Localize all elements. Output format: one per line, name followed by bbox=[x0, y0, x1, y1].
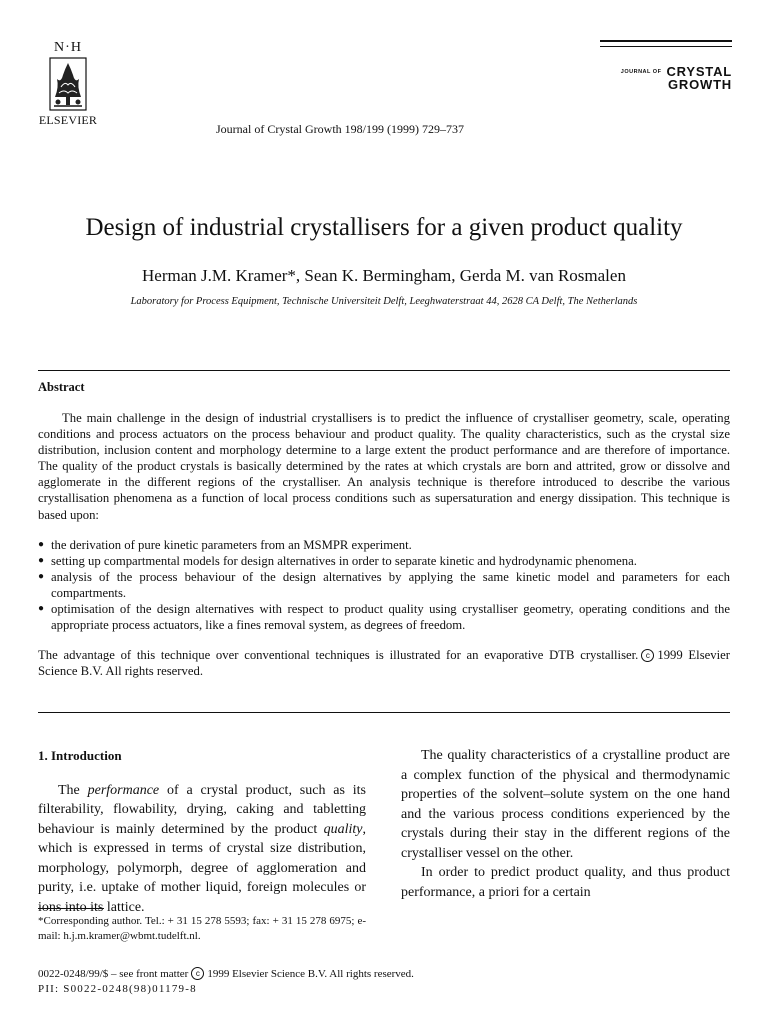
publisher-name: ELSEVIER bbox=[38, 113, 98, 127]
intro-text: The bbox=[58, 782, 88, 798]
footnote-rule bbox=[38, 908, 104, 909]
journal-logo-growth: GROWTH bbox=[667, 77, 732, 92]
corresponding-author-footnote: *Corresponding author. Tel.: + 31 15 278 5593; fax: + 31 15 278 6975; e-mail: h.j.m.kramer@wbmt.tudelft.nl. bbox=[38, 915, 366, 942]
front-matter-text: 0022-0248/99/$ – see front matter bbox=[38, 968, 189, 980]
abstract-bullet-list bbox=[38, 537, 730, 634]
publisher-logo bbox=[34, 40, 102, 127]
abstract-bottom-rule bbox=[38, 712, 730, 713]
journal-logo-small-text: JOURNAL OF bbox=[620, 68, 662, 75]
abstract-copyright: 1999 Elsevier Science B.V. All rights reserved. bbox=[38, 648, 731, 679]
front-matter-line bbox=[38, 967, 414, 982]
intro-paragraph-1 bbox=[38, 781, 366, 918]
page-footer bbox=[38, 967, 414, 997]
intro-text: of a crystal product, such as its filterability, flowability, drying, caking and tabletting behaviour is mainly determined by the product bbox=[38, 782, 367, 837]
author-list: Herman J.M. Kramer*, Sean K. Bermingham, Gerda M. van Rosmalen bbox=[142, 266, 626, 285]
paper-title: Design of industrial crystallisers for a given product quality bbox=[85, 214, 683, 241]
abstract-top-rule bbox=[38, 370, 730, 371]
abstract-body bbox=[38, 410, 730, 679]
journal-logo-rule bbox=[600, 40, 732, 42]
front-matter-copyright: 1999 Elsevier Science B.V. All rights reserved. bbox=[207, 968, 414, 980]
journal-logo bbox=[600, 40, 732, 92]
journal-logo-crystal: CRYSTAL bbox=[666, 64, 732, 79]
abstract-bullet: ● setting up compartmental models for design alternatives in order to separate kinetic and hydrodynamic phenomena. bbox=[38, 553, 730, 569]
author-affiliation: Laboratory for Process Equipment, Technische Universiteit Delft, Leeghwaterstraat 44, 2628 CA Delft, The Netherlands bbox=[130, 296, 638, 307]
abstract-bullet: ● the derivation of pure kinetic parameters from an MSMPR experiment. bbox=[38, 537, 730, 553]
abstract-bullet: ● analysis of the process behaviour of the design alternatives by applying the same kinetic model and parameters for each compartments. bbox=[38, 569, 730, 601]
journal-citation: Journal of Crystal Growth 198/199 (1999) 729–737 bbox=[216, 122, 464, 136]
left-column bbox=[38, 746, 366, 917]
intro-text-continued: , which is expressed in terms of crystal size distribution, morphology, polymorph, degree of agglomeration and purity, i.e. uptake of mother liquid, foreign molecules or ions into its lattice. bbox=[38, 821, 366, 915]
abstract-bullet: ● optimisation of the design alternatives with respect to product quality using crystalliser geometry, operating conditions and the appropriate process actuators, like a fines removal system, as degrees of freedom. bbox=[38, 601, 730, 633]
emphasis-quality: quality bbox=[323, 821, 363, 837]
elsevier-tree-icon bbox=[49, 57, 87, 111]
abstract-closing bbox=[38, 647, 730, 679]
copyright-icon: c bbox=[641, 649, 654, 662]
intro-paragraph-3: In order to predict product quality, and thus product performance, a priori for a certain bbox=[401, 865, 730, 900]
copyright-icon: c bbox=[191, 967, 204, 980]
pii-line: PII: S0022-0248(98)01179-8 bbox=[38, 983, 197, 995]
abstract-heading: Abstract bbox=[38, 380, 85, 394]
section-heading-introduction: 1. Introduction bbox=[38, 748, 122, 763]
journal-logo-rule-thin bbox=[600, 46, 732, 47]
right-column bbox=[401, 746, 730, 902]
intro-paragraph-2: The quality characteristics of a crystalline product are a complex function of the physical and thermodynamic properties of the solvent–solute system on the one hand and the various process conditions experienced by the crystals during their stay in the different regions of the crystalliser vessel on the other. bbox=[401, 748, 730, 861]
emphasis-performance: performance bbox=[87, 782, 160, 798]
publisher-mark: N·H bbox=[54, 40, 82, 55]
abstract-intro: The main challenge in the design of industrial crystallisers is to predict the influence of crystalliser geometry, scale, operating conditions and process actuators on the process behaviour and product quality. The quality characteristics, such as the crystal size distribution, inclusion content and morphology determine to a large extent the product performance and are therefore of importance. The quality of the product crystals is basically determined by the rates at which crystals are born and attrited, grow or dissolve and agglomerate in the different regions of the crystalliser. An analysis technique is therefore introduced to describe the various crystallisation phenomena as a function of local process conditions such as supersaturation and energy dissipation. This technique is based upon: bbox=[38, 411, 730, 522]
abstract-closing-text: The advantage of this technique over conventional techniques is illustrated for an evaporative DTB crystalliser. bbox=[38, 648, 639, 663]
